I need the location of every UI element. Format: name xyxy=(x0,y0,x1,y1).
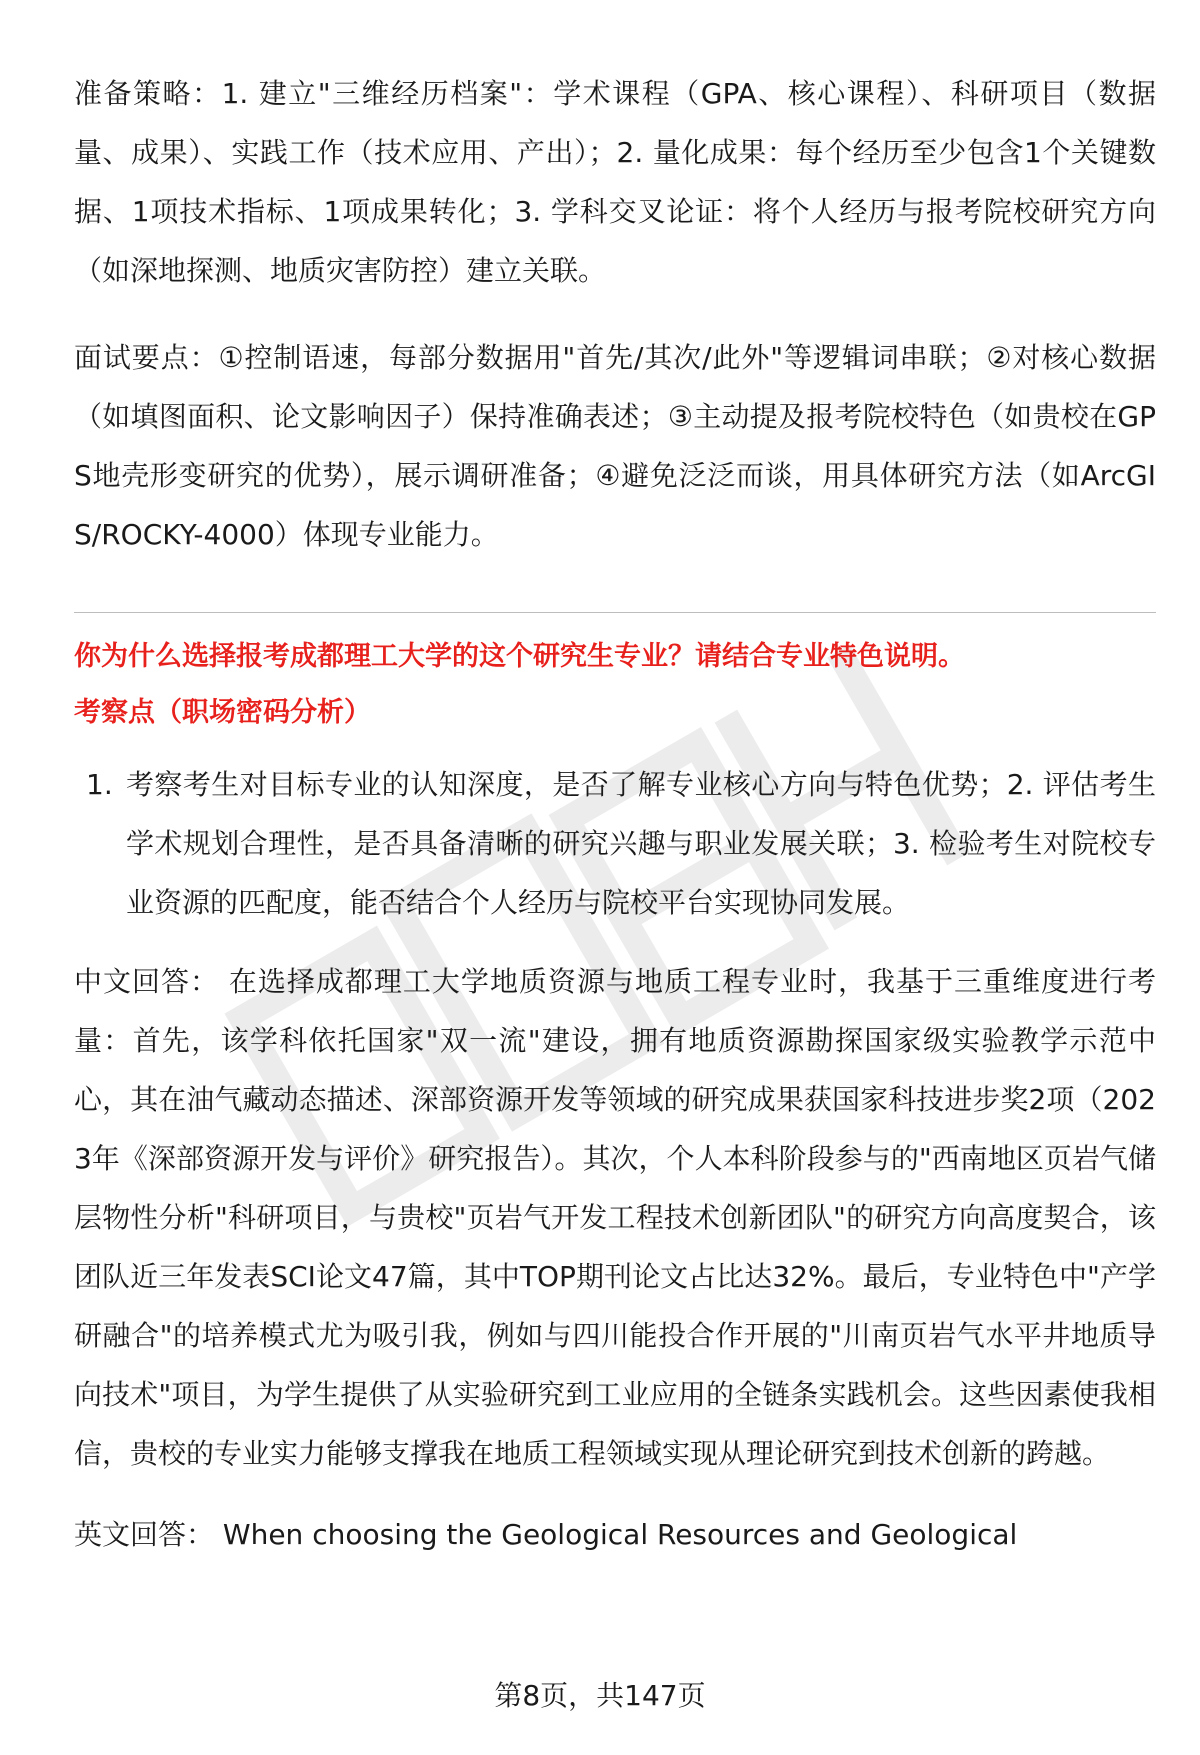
page-number-footer: 第8页，共147页 xyxy=(494,1679,706,1712)
interview-points-paragraph: 面试要点：①控制语速，每部分数据用"首先/其次/此外"等逻辑词串联；②对核心数据（如填图面积、论文影响因子）保持准确表述；③主动提及报考院校特色（如贵校在GPS地壳形变研究的优势），展示调研准备；④避免泛泛而谈，用具体研究方法（如ArcGIS/ROCKY-4000）体现专业能力。 xyxy=(74,341,1156,551)
chinese-answer-paragraph: 中文回答： 在选择成都理工大学地质资源与地质工程专业时，我基于三重维度进行考量：首先，该学科依托国家"双一流"建设，拥有地质资源勘探国家级实验教学示范中心，其在油气藏动态描述、深部资源开发等领域的研究成果获国家科技进步奖2项（2023年《深部资源开发与评价》研究报告）。其次，个人本科阶段参与的"西南地区页岩气储层物性分析"科研项目，与贵校"页岩气开发工程技术创新团队"的研究方向高度契合，该团队近三年发表SCI论文47篇，其中TOP期刊论文占比达32%。最后，专业特色中"产学研融合"的培养模式尤为吸引我，例如与四川能投合作开展的"川南页岩气水平井地质导向技术"项目，为学生提供了从实验研究到工业应用的全链条实践机会。这些因素使我相信，贵校的专业实力能够支撑我在地质工程领域实现从理论研究到技术创新的跨越。 xyxy=(74,965,1156,1470)
strategy-paragraph: 准备策略：1. 建立"三维经历档案"：学术课程（GPA、核心课程）、科研项目（数据量、成果）、实践工作（技术应用、产出）；2. 量化成果：每个经历至少包含1个关键数据、1项技术指标、1项成果转化；3. 学科交叉论证：将个人经历与报考院校研究方向（如深地探测、地质灾害防控）建立关联。 xyxy=(74,77,1156,287)
list-item xyxy=(74,755,1156,932)
list-item-number: 1. xyxy=(86,768,113,801)
list-item-text: 考察考生对目标专业的认知深度，是否了解专业核心方向与特色优势；2. 评估考生学术规划合理性，是否具备清晰的研究兴趣与职业发展关联；3. 检验考生对院校专业资源的匹配度，能否结合个人经历与院校平台实现协同发展。 xyxy=(126,768,1156,919)
english-answer-paragraph: 英文回答： When choosing the Geological Resources and Geological xyxy=(74,1518,1018,1551)
exam-points-list xyxy=(74,755,1156,932)
page-content xyxy=(74,64,1156,1564)
section-divider xyxy=(74,612,1156,613)
question-title: 你为什么选择报考成都理工大学的这个研究生专业？请结合专业特色说明。 xyxy=(74,641,965,672)
exam-points-heading: 考察点（职场密码分析） xyxy=(74,697,371,728)
